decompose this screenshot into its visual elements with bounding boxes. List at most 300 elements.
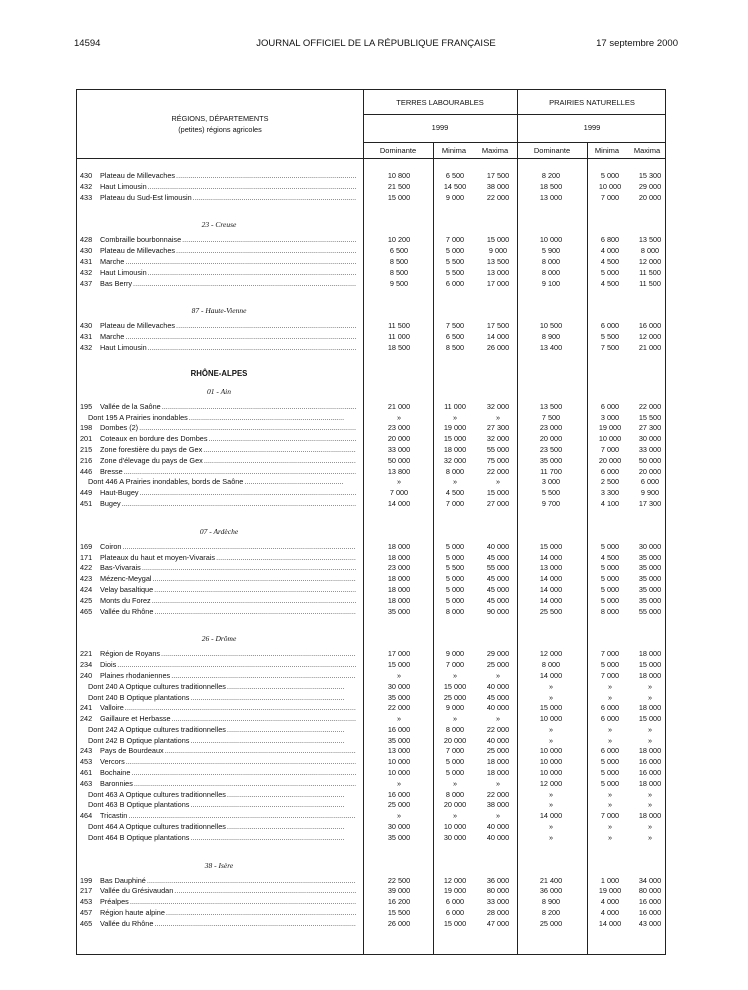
region-label: Bochaine [100,768,131,778]
value-cell-maxima-tl: 55 000 [486,444,510,454]
region-label: Dont 242 A Optique cultures traditionnelles [88,724,226,734]
region-label: Région haute alpine [100,908,165,918]
value-cell-maxima-tl: 90 000 [486,606,510,616]
table-row [76,343,666,354]
value-cell-maxima-tl: 22 000 [486,192,510,202]
value-cell-maxima-pn: 12 000 [638,256,662,266]
value-cell-minima-tl: 11 000 [444,401,466,411]
value-cell-maxima-tl: 18 000 [486,757,510,767]
value-cell-dominante-tl: 33 000 [387,444,411,454]
value-cell-dominante-pn: 10 500 [539,321,563,331]
value-cell-minima-pn: 2 500 [600,477,620,487]
value-cell-maxima-pn: 55 000 [638,606,662,616]
value-cell-dominante-pn: 8 900 [541,332,561,342]
region-code: 430 [80,246,93,256]
region-label: Haut Limousin [100,267,147,277]
region-code: 423 [80,574,93,584]
col-header-maxima-2: Maxima [633,146,661,155]
value-cell-maxima-tl: 25 000 [486,746,510,756]
region-code: 216 [80,455,93,465]
value-cell-maxima-tl: 13 000 [486,267,510,277]
region-label: Dont 195 A Prairies inondables [88,412,188,422]
value-cell-maxima-tl: 9 000 [488,246,508,256]
value-cell-minima-tl: 5 000 [445,768,465,778]
value-cell-maxima-pn: 35 000 [638,595,662,605]
value-cell-maxima-pn: 16 000 [638,321,662,331]
value-cell-minima-pn: 6 000 [600,714,620,724]
value-cell-dominante-pn: » [548,822,554,832]
region-label: Vallée du Rhône [100,918,154,928]
table-row [76,607,666,618]
value-cell-maxima-tl: 18 000 [486,768,510,778]
region-label: Plateaux du haut et moyen-Vivarais [100,552,216,562]
value-cell-maxima-tl: » [495,670,501,680]
region-label: Dont 242 B Optique plantations [88,735,190,745]
value-cell-dominante-pn: » [548,692,554,702]
region-code: 169 [80,541,93,551]
region-header-line2: (petites) régions agricoles [178,125,262,134]
value-cell-dominante-tl: 26 000 [387,918,411,928]
value-cell-maxima-pn: 30 000 [638,541,662,551]
value-cell-dominante-tl: 18 000 [387,595,411,605]
table-row [76,235,666,246]
value-cell-dominante-pn: 8 000 [541,256,561,266]
region-code: 453 [80,757,93,767]
region-code: 433 [80,192,93,202]
value-cell-minima-pn: 19 000 [598,886,622,896]
value-cell-minima-pn: 5 000 [600,768,620,778]
value-cell-minima-tl: 15 000 [443,434,467,444]
region-label: Mézenc-Meygal [100,574,152,584]
value-cell-dominante-tl: 16 000 [387,724,411,734]
value-cell-dominante-pn: 23 500 [539,444,563,454]
table-row [76,725,666,736]
value-cell-minima-pn: 3 300 [600,488,620,498]
group-header-terres: TERRES LABOURABLES [396,98,484,107]
value-cell-dominante-tl: 23 000 [387,423,411,433]
value-cell-maxima-tl: 55 000 [486,563,510,573]
value-cell-minima-pn: 5 000 [600,778,620,788]
value-cell-minima-tl: 14 500 [443,181,467,191]
year-header-1: 1999 [431,123,449,132]
value-cell-dominante-tl: 22 500 [387,875,411,885]
region-label: Monts du Forez [100,595,151,605]
table-row [76,477,666,488]
table-row [76,703,666,714]
value-cell-dominante-tl: 10 000 [387,768,411,778]
value-cell-minima-tl: 5 000 [445,541,465,551]
value-cell-maxima-pn: 16 000 [638,757,662,767]
value-cell-minima-tl: » [452,811,458,821]
value-cell-minima-pn: 19 000 [598,423,622,433]
value-cell-dominante-tl: » [396,670,402,680]
region-label: Plaines rhodaniennes [100,670,171,680]
value-cell-dominante-pn: 9 700 [541,498,561,508]
value-cell-dominante-tl: 7 000 [389,488,409,498]
value-cell-maxima-pn: 20 000 [638,466,662,476]
value-cell-maxima-tl: 17 500 [486,321,510,331]
value-cell-maxima-tl: 13 500 [486,256,510,266]
value-cell-minima-tl: 18 000 [443,444,467,454]
value-cell-dominante-pn: 10 000 [539,757,563,767]
region-label: Bas Berry [100,278,133,288]
value-cell-maxima-tl: 45 000 [486,595,510,605]
value-cell-maxima-pn: 12 000 [638,332,662,342]
table-row [76,553,666,564]
value-cell-maxima-pn: 50 000 [638,455,662,465]
value-cell-dominante-pn: 13 000 [539,192,563,202]
value-cell-dominante-tl: 10 000 [387,757,411,767]
region-label: Dont 463 B Optique plantations [88,800,190,810]
table-row [76,488,666,499]
table-row [76,423,666,434]
value-cell-dominante-tl: » [396,811,402,821]
value-cell-minima-tl: 19 000 [443,886,467,896]
table-row [76,886,666,897]
value-cell-dominante-pn: » [548,832,554,842]
region-label: Dont 240 B Optique plantations [88,692,190,702]
table-row [76,257,666,268]
value-cell-dominante-pn: 15 000 [539,703,563,713]
region-label: Pays de Bourdeaux [100,746,164,756]
value-cell-maxima-tl: 26 000 [486,342,510,352]
value-cell-minima-pn: » [607,822,613,832]
value-cell-minima-pn: 7 000 [600,192,620,202]
value-cell-minima-pn: 4 500 [600,552,620,562]
table-row [76,193,666,204]
value-cell-dominante-pn: 36 000 [539,886,563,896]
region-code: 430 [80,321,93,331]
value-cell-dominante-tl: 39 000 [387,886,411,896]
value-cell-maxima-pn: 13 500 [638,235,662,245]
value-cell-minima-tl: 6 000 [445,897,465,907]
value-cell-dominante-tl: 15 000 [387,660,411,670]
region-code: 453 [80,897,93,907]
table-row [76,736,666,747]
region-code: 171 [80,552,93,562]
value-cell-maxima-pn: » [647,789,653,799]
value-cell-dominante-tl: 21 000 [387,401,411,411]
value-cell-maxima-tl: 40 000 [486,541,510,551]
value-cell-dominante-pn: 9 100 [541,278,561,288]
value-cell-minima-pn: » [607,800,613,810]
value-cell-maxima-tl: 14 000 [486,332,510,342]
value-cell-maxima-tl: » [495,811,501,821]
value-cell-minima-tl: » [452,670,458,680]
region-code: 221 [80,649,93,659]
value-cell-maxima-tl: 22 000 [486,724,510,734]
table-row [76,596,666,607]
value-cell-dominante-pn: 10 000 [539,235,563,245]
value-cell-maxima-tl: » [495,477,501,487]
region-code: 243 [80,746,93,756]
table-row [76,456,666,467]
value-cell-maxima-pn: 8 000 [640,246,660,256]
department-heading: 23 - Creuse [201,220,237,230]
value-cell-maxima-pn: 15 300 [638,171,662,180]
region-label: Bas Dauphiné [100,875,146,885]
value-cell-minima-pn: » [607,735,613,745]
region-label: Région de Royans [100,649,161,659]
value-cell-dominante-pn: 13 500 [539,401,563,411]
value-cell-dominante-pn: 5 900 [541,246,561,256]
value-cell-dominante-pn: 14 000 [539,552,563,562]
value-cell-minima-tl: 19 000 [443,423,467,433]
table-row [76,467,666,478]
region-label: Dombes (2) [100,423,139,433]
region-code: 234 [80,660,93,670]
value-cell-dominante-tl: 17 000 [387,649,411,659]
value-cell-minima-pn: 6 000 [600,703,620,713]
table-row [76,800,666,811]
value-cell-minima-tl: 6 500 [445,332,465,342]
value-cell-maxima-pn: 35 000 [638,552,662,562]
value-cell-dominante-tl: 15 500 [387,908,411,918]
journal-title: JOURNAL OFFICIEL DE LA RÉPUBLIQUE FRANÇAISE [256,38,496,49]
value-cell-maxima-pn: 18 000 [638,670,662,680]
value-cell-dominante-pn: 35 000 [539,455,563,465]
value-cell-minima-pn: 6 000 [600,401,620,411]
page-header [74,38,678,52]
value-cell-maxima-pn: 30 000 [638,434,662,444]
table-row [76,563,666,574]
value-cell-minima-tl: 5 000 [445,757,465,767]
value-cell-maxima-tl: 38 000 [486,800,510,810]
value-cell-minima-pn: 5 000 [600,267,620,277]
value-cell-dominante-tl: 23 000 [387,563,411,573]
value-cell-minima-pn: 5 000 [600,574,620,584]
value-cell-minima-pn: 1 000 [600,875,620,885]
col-header-minima-1: Minima [441,146,467,155]
value-cell-minima-pn: 4 000 [600,246,620,256]
table-row [76,919,666,930]
col-header-minima-2: Minima [594,146,620,155]
value-cell-minima-tl: 15 000 [443,918,467,928]
value-cell-minima-pn: 7 000 [600,444,620,454]
table-row [76,714,666,725]
value-cell-dominante-pn: 14 000 [539,595,563,605]
value-cell-dominante-pn: 15 000 [539,541,563,551]
value-cell-minima-tl: 5 500 [445,267,465,277]
value-cell-maxima-pn: 18 000 [638,746,662,756]
value-cell-maxima-tl: 40 000 [486,735,510,745]
value-cell-minima-tl: 5 500 [445,256,465,266]
value-cell-minima-tl: 8 000 [445,789,465,799]
region-label: Diois [100,660,117,670]
value-cell-minima-pn: 20 000 [598,455,622,465]
value-cell-maxima-tl: 33 000 [486,897,510,907]
value-cell-minima-pn: 4 500 [600,256,620,266]
value-cell-dominante-tl: 35 000 [387,606,411,616]
section-gap [76,354,666,366]
value-cell-minima-tl: 6 500 [445,171,465,180]
table-row [76,321,666,332]
value-cell-dominante-pn: » [548,789,554,799]
value-cell-dominante-tl: 18 000 [387,541,411,551]
table-row [76,279,666,290]
region-code: 431 [80,256,93,266]
department-heading: 01 - Ain [206,386,232,396]
value-cell-dominante-pn: 10 000 [539,714,563,724]
region-code: 242 [80,714,93,724]
region-label: Baronnies [100,778,133,788]
value-cell-minima-pn: 5 000 [600,757,620,767]
value-cell-maxima-pn: 16 000 [638,768,662,778]
value-cell-maxima-tl: 45 000 [486,692,510,702]
table-row [76,402,666,413]
value-cell-maxima-tl: 27 000 [486,498,510,508]
department-heading: 87 - Haute-Vienne [191,306,247,316]
value-cell-minima-tl: » [452,412,458,422]
value-cell-minima-tl: 32 000 [443,455,467,465]
section-gap [76,203,666,215]
value-cell-minima-tl: 7 000 [445,235,465,245]
value-cell-minima-pn: 3 000 [600,412,620,422]
region-code: 217 [80,886,93,896]
value-cell-dominante-pn: 12 000 [539,649,563,659]
value-cell-maxima-pn: 11 500 [639,278,661,288]
value-cell-dominante-pn: 25 000 [539,918,563,928]
value-cell-dominante-tl: 50 000 [387,455,411,465]
value-cell-maxima-tl: 32 000 [486,434,510,444]
value-cell-dominante-tl: 6 500 [389,246,409,256]
value-cell-maxima-pn: 9 900 [640,488,660,498]
region-code: 215 [80,444,93,454]
value-cell-dominante-tl: 18 000 [387,584,411,594]
value-cell-minima-pn: 5 000 [600,584,620,594]
value-cell-dominante-pn: » [548,735,554,745]
value-cell-minima-tl: 7 500 [445,321,465,331]
value-cell-minima-pn: » [607,692,613,702]
value-cell-minima-pn: 7 000 [600,649,620,659]
value-cell-maxima-tl: 22 000 [486,466,510,476]
value-cell-dominante-tl: 20 000 [387,434,411,444]
region-code: 432 [80,342,93,352]
value-cell-maxima-tl: 28 000 [486,908,510,918]
value-cell-maxima-pn: 35 000 [638,563,662,573]
value-cell-dominante-tl: » [396,412,402,422]
region-code: 464 [80,811,93,821]
value-cell-maxima-pn: 6 000 [640,477,660,487]
value-cell-minima-tl: 8 500 [445,342,465,352]
value-cell-dominante-tl: 8 500 [389,267,409,277]
table-row [76,182,666,193]
section-gap [76,289,666,301]
value-cell-minima-tl: 20 000 [443,800,467,810]
region-code: 465 [80,606,93,616]
value-cell-minima-pn: » [607,681,613,691]
value-cell-dominante-pn: 10 000 [539,768,563,778]
region-label: Combraille bourbonnaise [100,235,182,245]
value-cell-dominante-pn: 3 000 [541,477,561,487]
value-cell-dominante-tl: 10 200 [387,235,411,245]
value-cell-maxima-tl: 40 000 [486,681,510,691]
value-cell-dominante-tl: 8 500 [389,256,409,266]
table-row [76,693,666,704]
table-row [76,574,666,585]
value-cell-maxima-tl: 27 300 [486,423,510,433]
table-row [76,445,666,456]
value-cell-minima-pn: 5 500 [600,332,620,342]
section-gap [76,510,666,522]
department-heading: 38 - Isère [204,860,234,870]
region-code: 451 [80,498,93,508]
value-cell-minima-tl: » [452,477,458,487]
value-cell-minima-pn: 4 000 [600,908,620,918]
region-label: Vallée de la Saône [100,401,161,411]
value-cell-maxima-tl: 29 000 [486,649,510,659]
value-cell-maxima-tl: 45 000 [486,574,510,584]
region-heading: RHÔNE-ALPES [190,368,248,378]
value-cell-minima-pn: » [607,789,613,799]
value-cell-maxima-tl: 40 000 [486,832,510,842]
value-cell-dominante-pn: » [548,724,554,734]
value-cell-maxima-pn: » [647,800,653,810]
region-label: Tricastin [100,811,128,821]
region-code: 437 [80,278,93,288]
value-cell-dominante-tl: 35 000 [387,735,411,745]
value-cell-minima-pn: 8 000 [600,606,620,616]
value-cell-dominante-tl: » [396,778,402,788]
region-label: Plateau de Millevaches [100,321,176,331]
value-cell-dominante-tl: 35 000 [387,692,411,702]
value-cell-maxima-tl: 25 000 [486,660,510,670]
region-label: Coiron [100,541,122,551]
value-cell-minima-tl: 8 000 [445,466,465,476]
value-cell-maxima-pn: 11 500 [639,267,661,277]
value-cell-maxima-pn: 35 000 [638,574,662,584]
value-cell-maxima-pn: 34 000 [638,875,662,885]
value-cell-minima-pn: 10 000 [598,434,622,444]
value-cell-minima-tl: 4 500 [445,488,465,498]
value-cell-minima-pn: 6 000 [600,466,620,476]
table-row [76,746,666,757]
region-code: 446 [80,466,93,476]
value-cell-minima-pn: 14 000 [598,918,622,928]
value-cell-minima-tl: 8 000 [445,606,465,616]
value-cell-minima-pn: 10 000 [598,181,622,191]
table-row [76,671,666,682]
value-cell-dominante-tl: 25 000 [387,800,411,810]
publication-date: 17 septembre 2000 [596,38,678,49]
region-label: Dont 240 A Optique cultures traditionnelles [88,681,226,691]
value-cell-minima-tl: 7 000 [445,660,465,670]
value-cell-dominante-pn: 20 000 [539,434,563,444]
table-row [76,585,666,596]
value-cell-maxima-tl: » [495,412,501,422]
region-label: Vallée du Rhône [100,606,154,616]
value-cell-minima-pn: 5 000 [600,563,620,573]
value-cell-dominante-pn: 14 000 [539,811,563,821]
value-cell-dominante-tl: 11 500 [388,321,410,331]
value-cell-dominante-pn: 8 200 [541,908,561,918]
region-label: Haut-Bugey [100,488,139,498]
region-code: 431 [80,332,93,342]
value-cell-minima-pn: » [607,724,613,734]
value-cell-maxima-pn: 21 000 [638,342,662,352]
value-cell-dominante-pn: 25 500 [539,606,563,616]
region-label: Dont 464 A Optique cultures traditionnelles [88,822,226,832]
region-label: Marche [100,332,125,342]
value-cell-minima-tl: 6 000 [445,908,465,918]
value-cell-maxima-tl: 38 000 [486,181,510,191]
section-gap [76,617,666,629]
value-cell-minima-tl: 5 000 [445,574,465,584]
table-row [76,897,666,908]
region-label: Dont 446 A Prairies inondables, bords de Saône [88,477,244,487]
value-cell-maxima-pn: » [647,832,653,842]
region-label: Plateau de Millevaches [100,171,176,180]
